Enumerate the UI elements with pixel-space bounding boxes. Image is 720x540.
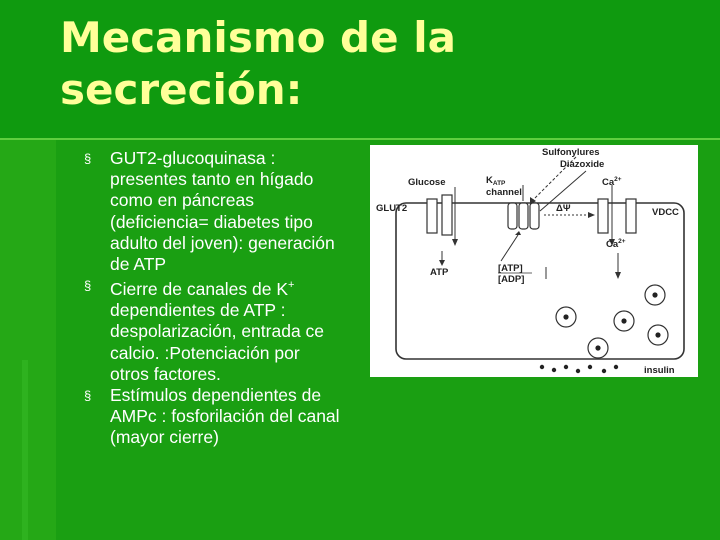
- bullet-text: Estímulos dependientes de AMPc : fosforilación del canal (mayor cierre): [110, 385, 340, 448]
- atp-label: ATP: [430, 267, 449, 278]
- bullet-marker-icon: §: [84, 151, 92, 166]
- secretion-diagram: [370, 145, 698, 377]
- bullet-text: GUT2-glucoquinasa : presentes tanto en hígado como en páncreas (deficiencia= diabetes tipo adulto del joven): generación de ATP: [110, 148, 335, 275]
- bullet-list: [78, 148, 340, 449]
- depolarization-arrowhead: [588, 212, 595, 218]
- insulin-dot: [552, 368, 556, 372]
- bullet-marker-icon: §: [84, 388, 92, 404]
- katp-channel-middle: [519, 203, 528, 229]
- insulin-dot: [540, 365, 544, 369]
- glut2-transporter-right: [442, 195, 452, 235]
- calcium-outside-label: $Ca^{2+}$: [602, 176, 622, 188]
- atp-arrowhead: [439, 260, 445, 266]
- glut2-transporter-left: [427, 199, 437, 233]
- calcium-arrowhead: [615, 272, 621, 279]
- glut2-label: GLUT2: [376, 203, 408, 214]
- granule-core: [595, 345, 600, 350]
- diagram-svg: [370, 145, 698, 377]
- granule-core: [563, 314, 568, 319]
- katp-channel-left: [508, 203, 517, 229]
- atp-adp-arrow: [501, 235, 518, 261]
- granule-core: [621, 318, 626, 323]
- released-insulin: [540, 365, 618, 373]
- left-inner-strip: [22, 360, 28, 540]
- vdcc-channel-left: [598, 199, 608, 233]
- atp-ratio-numerator: [ATP]: [498, 263, 523, 274]
- glucose-label: Glucose: [408, 177, 446, 188]
- bullet-item: [78, 275, 340, 385]
- insulin-granules: [556, 285, 668, 358]
- insulin-dot: [614, 365, 618, 369]
- granule-core: [655, 332, 660, 337]
- glucose-arrowhead: [452, 239, 458, 246]
- katp-label: $K_{ATP}$: [486, 175, 506, 187]
- insulin-label: insulin: [644, 365, 675, 376]
- calcium-inside-label: $Ca^{2+}$: [606, 238, 626, 250]
- bullet-marker-icon: §: [84, 278, 92, 294]
- insulin-dot: [576, 369, 580, 373]
- channel-label: channel: [486, 187, 522, 198]
- delta-psi-label: ΔΨ: [556, 203, 571, 214]
- bullet-text-continued: dependientes de ATP : despolarización, entrada ce calcio. :Potenciación por otros factores.: [110, 300, 325, 384]
- insulin-dot: [564, 365, 568, 369]
- bullet-item: [78, 385, 340, 449]
- slide-title: Mecanismo de la secreción:: [60, 13, 456, 114]
- vdcc-label: VDCC: [652, 207, 679, 218]
- diazoxide-label: Diazoxide: [560, 159, 605, 170]
- bullet-superscript: +: [288, 279, 295, 292]
- cell-membrane: [396, 203, 684, 359]
- insulin-dot: [588, 365, 592, 369]
- bullet-text: Cierre de canales de K: [110, 279, 289, 300]
- atp-ratio-denominator: [ADP]: [498, 274, 525, 285]
- insulin-dot: [602, 369, 606, 373]
- katp-channel-right: [530, 203, 539, 229]
- left-accent-strip: [0, 140, 56, 540]
- vdcc-channel-right: [626, 199, 636, 233]
- sulfonylureas-label: Sulfonylures: [542, 147, 600, 158]
- granule-core: [652, 292, 657, 297]
- atp-adp-arrowhead: [515, 231, 521, 235]
- bullet-item: [78, 148, 340, 275]
